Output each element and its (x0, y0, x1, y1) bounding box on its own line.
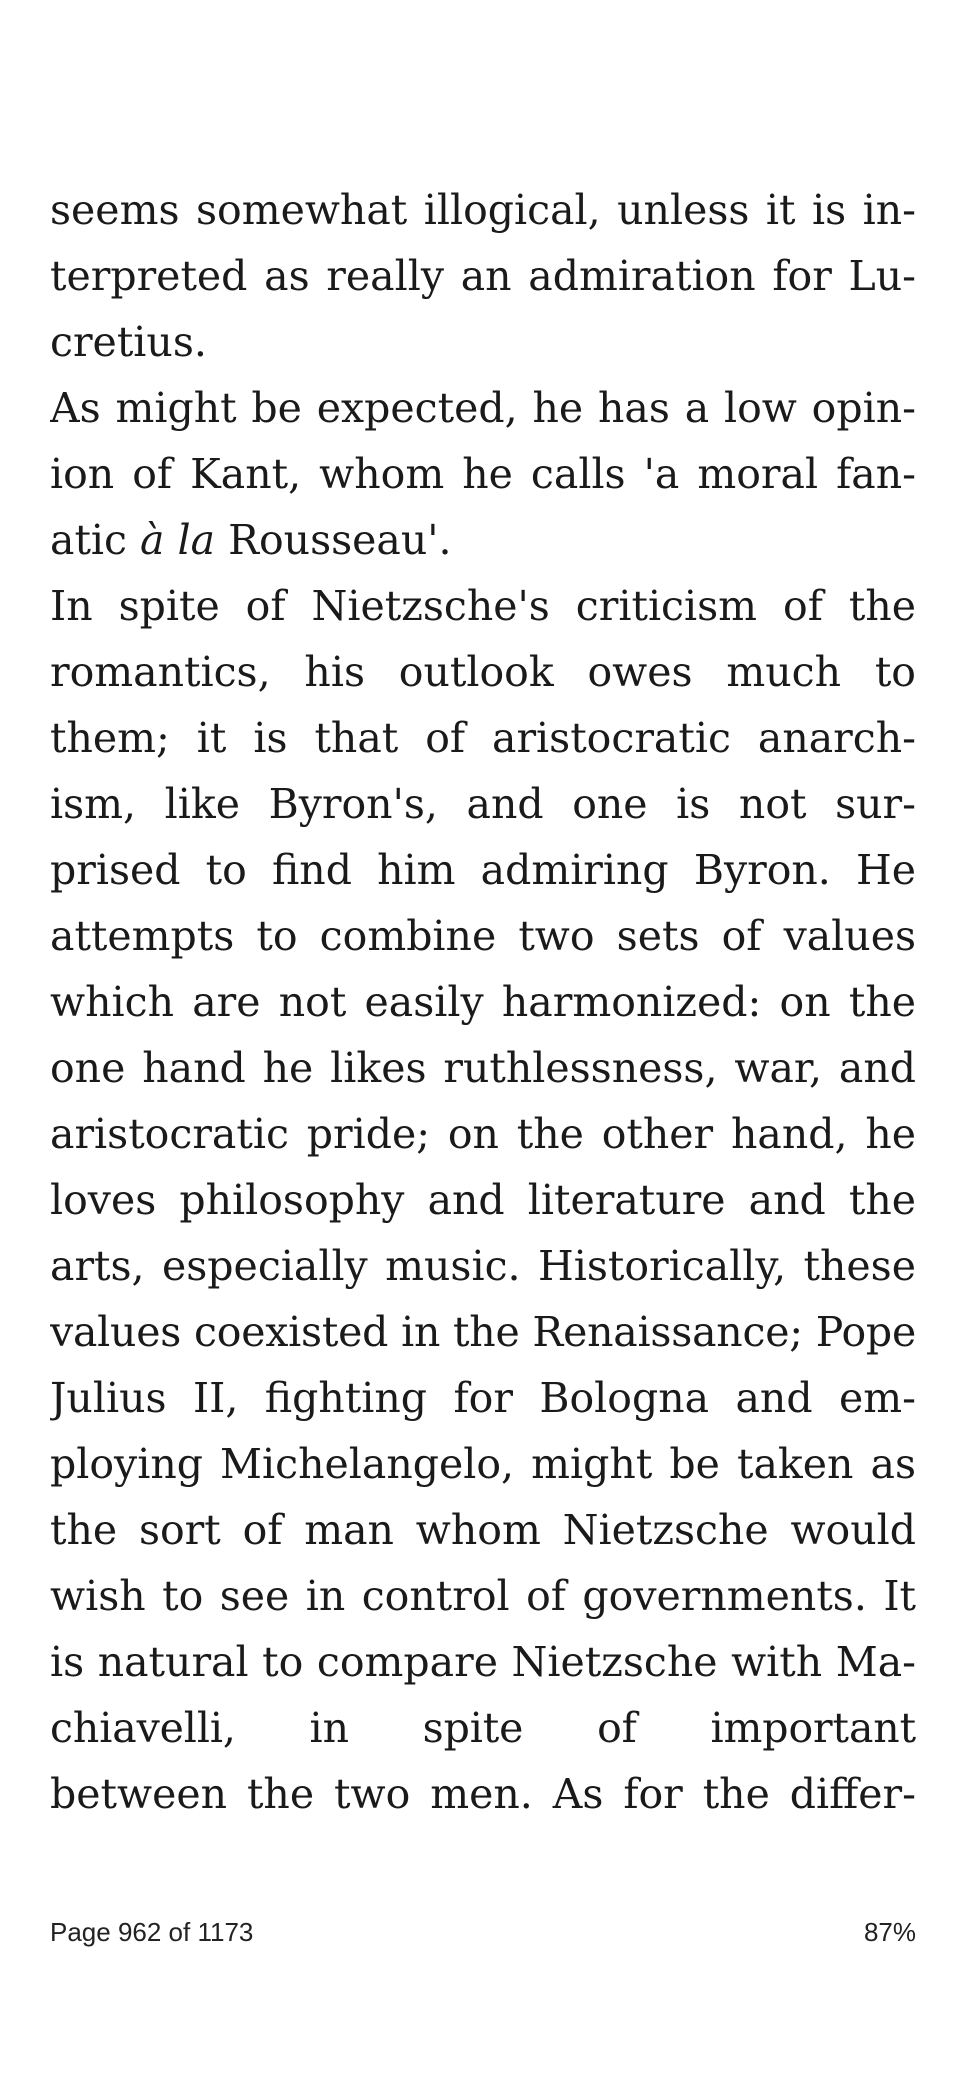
text-line: the sort of man whom Nietzsche would (50, 1506, 916, 1554)
text-line-part: Rousseau'. (215, 516, 452, 564)
text-line (50, 507, 916, 573)
text-line: between the two men. As for the differ- (50, 1770, 916, 1818)
italic-phrase: à la (140, 516, 216, 564)
text-line: chiavelli, in spite of important (50, 1704, 916, 1752)
text-line: aristocratic pride; on the other hand, he (50, 1110, 916, 1158)
book-text (50, 177, 916, 1827)
text-line: As might be expected, he has a low opin- (50, 384, 916, 432)
page-indicator: Page 962 of 1173 (50, 1917, 254, 1947)
text-line: which are not easily harmonized: on the (50, 978, 916, 1026)
text-line: arts, especially music. Historically, these (50, 1242, 916, 1290)
text-line: seems somewhat illogical, unless it is in- (50, 186, 916, 234)
text-line-part: atic (50, 516, 141, 564)
text-line: ism, like Byron's, and one is not sur- (50, 780, 916, 828)
text-line: one hand he likes ruthlessness, war, and (50, 1044, 916, 1092)
text-line: prised to find him admiring Byron. He (50, 846, 916, 894)
text-line: attempts to combine two sets of values (50, 912, 916, 960)
text-line: cretius. (50, 318, 207, 366)
text-line: is natural to compare Nietzsche with Ma- (50, 1638, 916, 1686)
text-line: terpreted as really an admiration for Lu- (50, 252, 916, 300)
text-line: Julius II, fighting for Bologna and em- (50, 1374, 916, 1422)
text-line: them; it is that of aristocratic anarch- (50, 714, 916, 762)
text-line: romantics, his outlook owes much to (50, 648, 916, 696)
text-line: wish to see in control of governments. It (50, 1572, 916, 1620)
text-line: In spite of Nietzsche's criticism of the (50, 582, 916, 630)
text-line: ploying Michelangelo, might be taken as (50, 1440, 916, 1488)
reading-progress-percent: 87% (863, 1917, 916, 1947)
text-line: loves philosophy and literature and the (50, 1176, 916, 1224)
text-line: ion of Kant, whom he calls 'a moral fan- (50, 450, 916, 498)
text-line: values coexisted in the Renaissance; Pope (50, 1308, 916, 1356)
reader-footer (50, 1917, 916, 1957)
